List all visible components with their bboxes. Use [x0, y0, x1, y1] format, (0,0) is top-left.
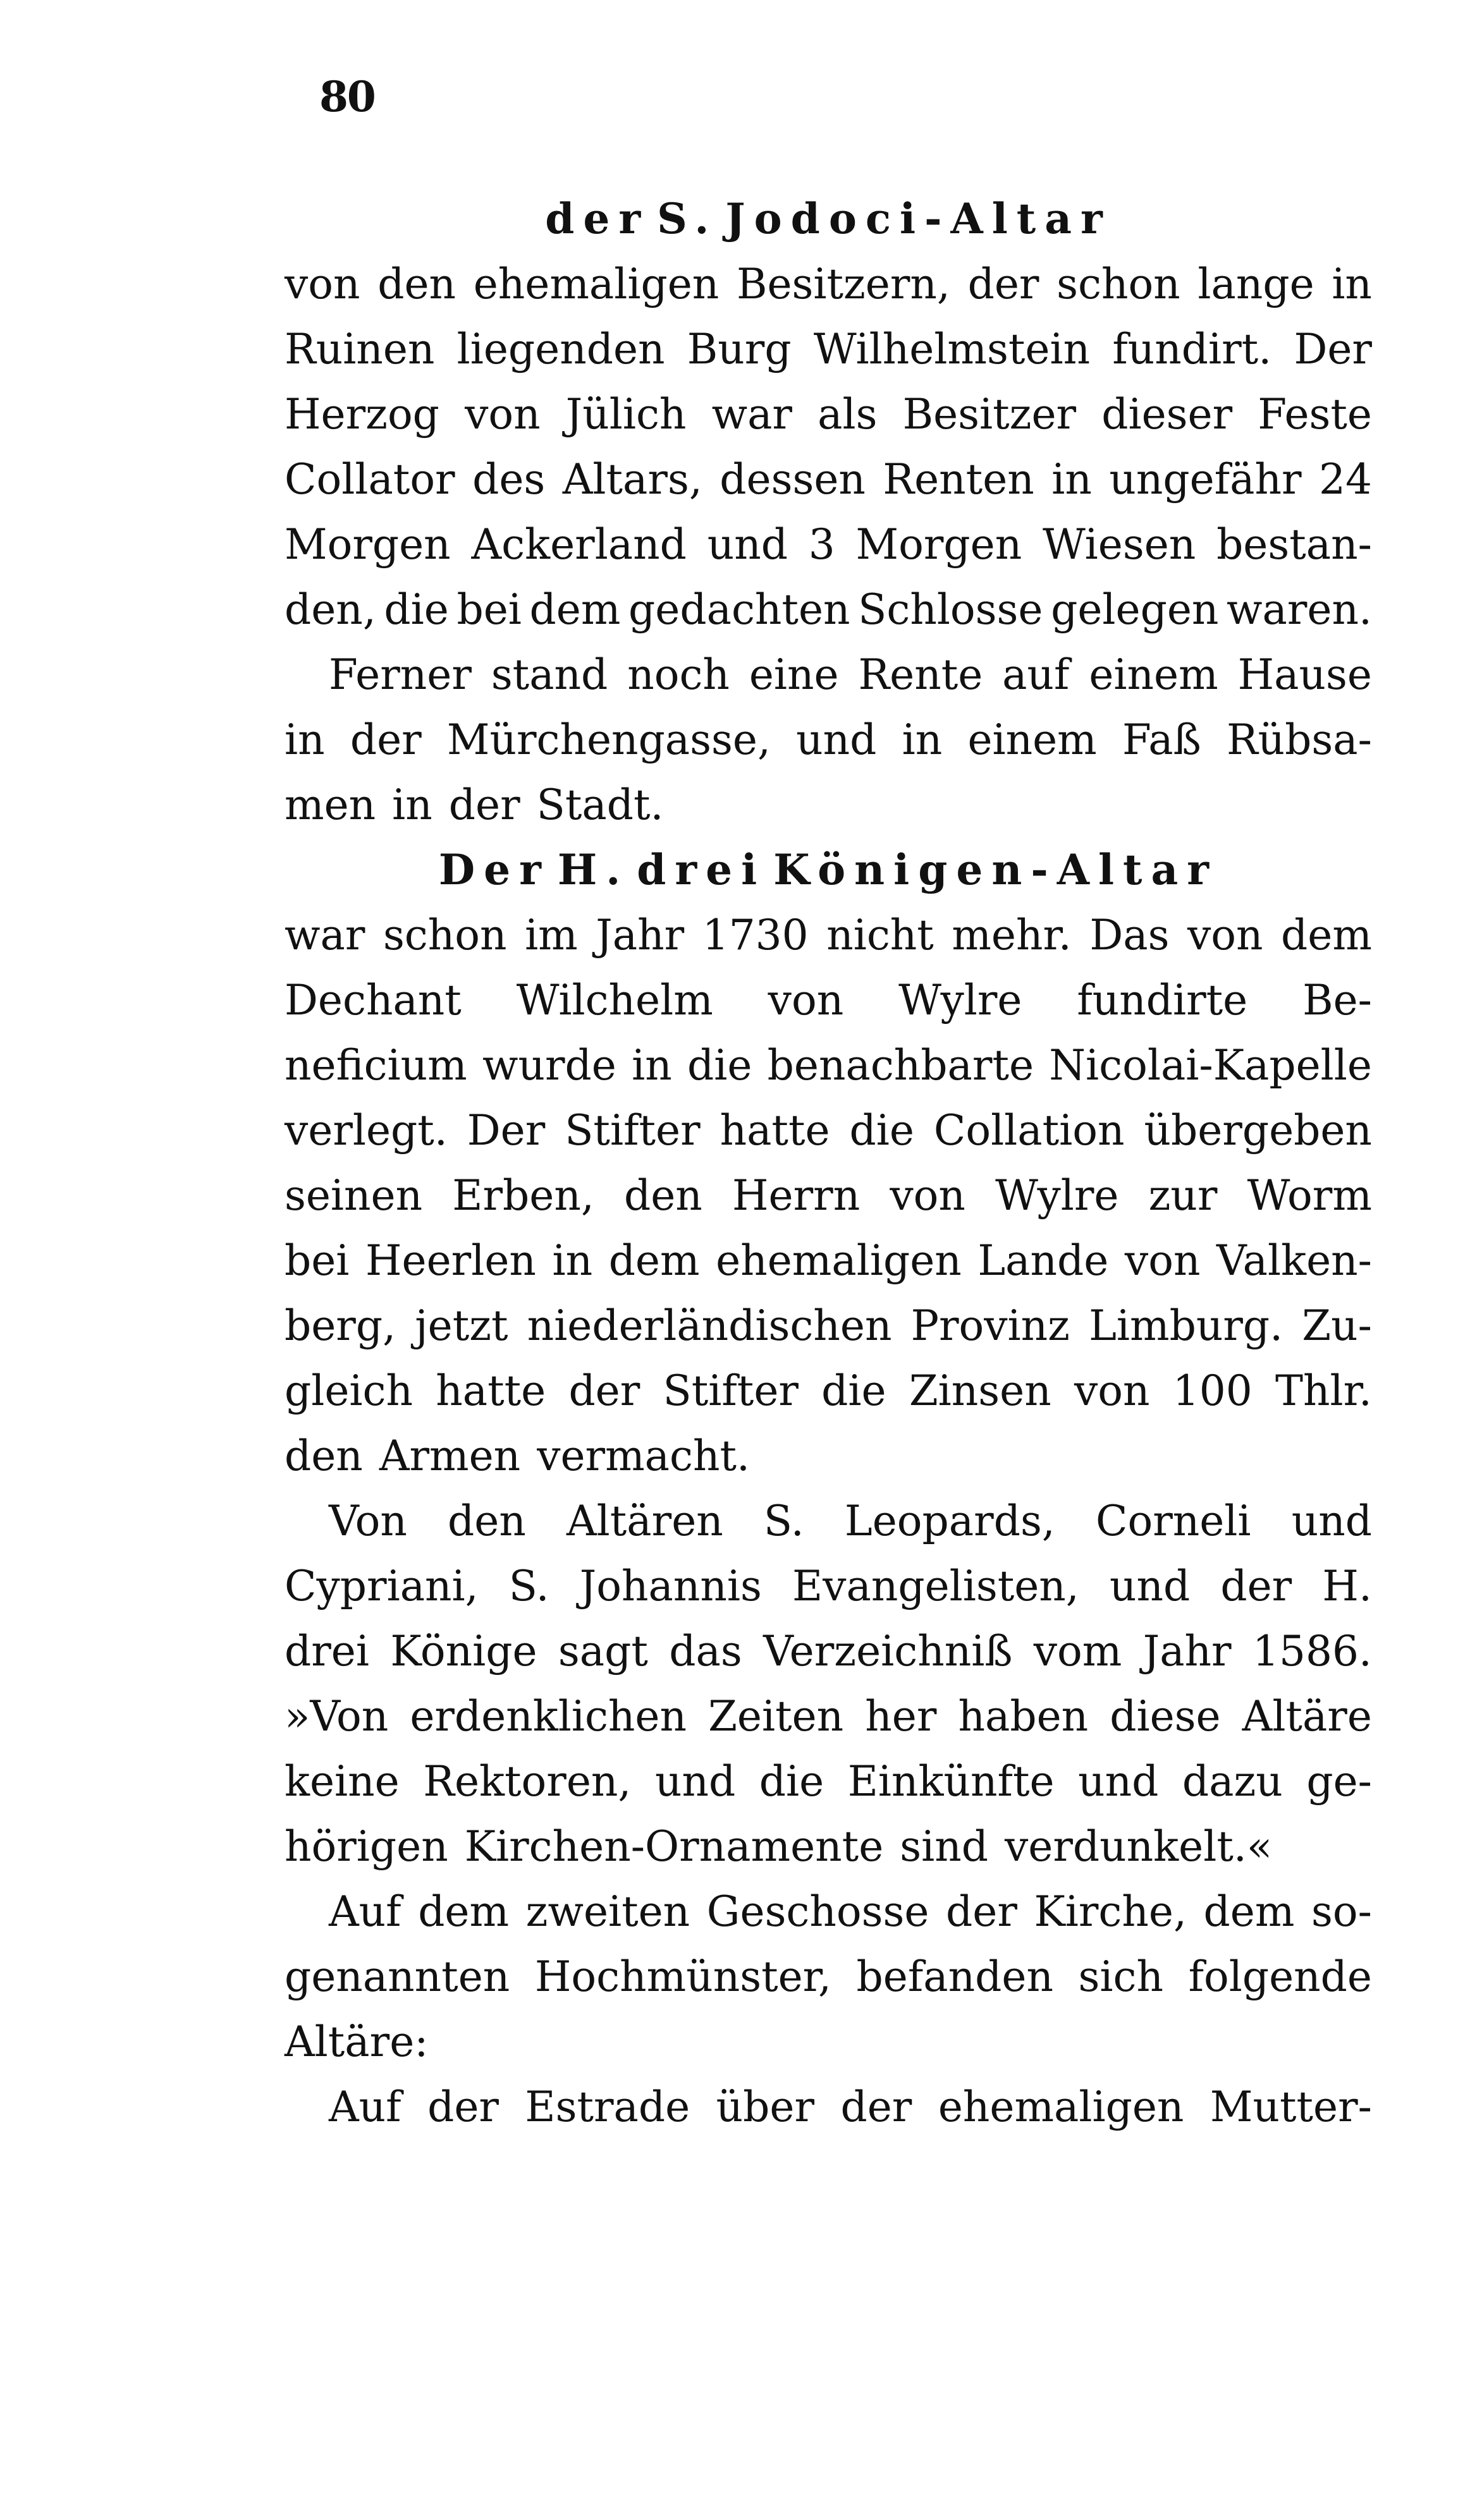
text-line	[285, 707, 1372, 772]
word: drei	[285, 1627, 369, 1676]
word: Jahr	[1142, 1627, 1232, 1676]
word: sind	[900, 1822, 988, 1871]
word: Verzeichniß	[763, 1627, 1013, 1676]
word: in	[902, 715, 943, 764]
word: verlegt.	[285, 1106, 448, 1155]
word: dem	[1281, 911, 1372, 959]
word: vom	[1033, 1627, 1122, 1676]
word: im	[525, 911, 578, 959]
word: Collator	[285, 455, 455, 504]
word: Heerlen	[365, 1236, 536, 1285]
word: von	[1074, 1367, 1150, 1415]
word: seinen	[285, 1171, 423, 1220]
word: Auf	[329, 2083, 401, 2131]
word: Das	[1089, 911, 1170, 959]
word: war	[285, 911, 365, 959]
text-line	[285, 1293, 1372, 1358]
word: gedachten	[628, 585, 850, 634]
word: Leopards,	[844, 1497, 1055, 1545]
word: H.	[1322, 1562, 1372, 1610]
word: der	[840, 2083, 912, 2131]
word: von	[1124, 1236, 1201, 1285]
text-line	[285, 2074, 1372, 2140]
word: nicht	[826, 911, 934, 959]
text-line	[285, 1423, 1372, 1488]
word: Der	[467, 1106, 546, 1155]
word: hörigen	[285, 1822, 448, 1871]
word: die	[849, 1106, 914, 1155]
text-line	[285, 772, 1372, 837]
word: der	[448, 781, 520, 829]
word: der	[568, 1367, 640, 1415]
word: bestan-	[1216, 520, 1372, 569]
word: dieser	[1101, 390, 1233, 439]
word: Einkünfte	[847, 1757, 1055, 1806]
word: mehr.	[952, 911, 1072, 959]
word: ehemaligen	[716, 1236, 962, 1285]
word: den	[623, 1171, 702, 1220]
word: dessen	[720, 455, 866, 504]
word: Johannis	[579, 1562, 762, 1610]
word: von	[1187, 911, 1263, 959]
word: und	[1078, 1757, 1159, 1806]
word: der	[545, 194, 650, 243]
word: so-	[1311, 1887, 1372, 1936]
word: einem	[1089, 650, 1218, 699]
word: neficium	[285, 1041, 467, 1090]
section-heading	[285, 837, 1372, 903]
word: her	[865, 1692, 937, 1741]
word: S.	[657, 194, 718, 243]
word: S.	[763, 1497, 804, 1545]
word: ungefähr	[1109, 455, 1302, 504]
word: bei	[285, 1236, 350, 1285]
word: dem	[418, 1887, 510, 1936]
word: Estrade	[525, 2083, 690, 2131]
word: Altäre	[1242, 1692, 1372, 1741]
word: bei	[456, 585, 522, 634]
word: Burg	[687, 325, 792, 374]
word: dem	[529, 585, 621, 634]
word: und	[1109, 1562, 1191, 1610]
word: das	[669, 1627, 742, 1676]
word: Hause	[1237, 650, 1372, 699]
word: 1730	[702, 911, 809, 959]
word: Besitzern,	[736, 260, 950, 308]
word: Lande	[977, 1236, 1109, 1285]
word: Ferner	[329, 650, 472, 699]
word: dem	[608, 1236, 700, 1285]
word: Ackerland	[471, 520, 687, 569]
text-line	[285, 1879, 1372, 1944]
word: ge-	[1306, 1757, 1372, 1806]
word: den	[448, 1497, 526, 1545]
text-line	[285, 252, 1372, 317]
word: genannten	[285, 1952, 510, 2001]
word: Zeiten	[708, 1692, 844, 1741]
word: von	[768, 976, 844, 1025]
text-line	[285, 1749, 1372, 1814]
word: der	[427, 2083, 499, 2131]
section-heading	[285, 186, 1372, 252]
word: die	[384, 585, 449, 634]
word: hatte	[720, 1106, 830, 1155]
word: Stifter	[565, 1106, 701, 1155]
word: diese	[1110, 1692, 1221, 1741]
word: Besitzer	[902, 390, 1077, 439]
word: der	[946, 1887, 1017, 1936]
word: die	[821, 1367, 886, 1415]
word: einem	[967, 715, 1097, 764]
word: des	[472, 455, 546, 504]
word: die	[759, 1757, 824, 1806]
word: der	[1220, 1562, 1292, 1610]
text-line	[285, 1944, 1372, 2009]
word: Faß	[1122, 715, 1201, 764]
word: 3	[808, 520, 835, 569]
word: Mürchengasse,	[446, 715, 771, 764]
word: in	[392, 781, 432, 829]
word: fundirte	[1077, 976, 1248, 1025]
word: waren.	[1227, 585, 1372, 634]
word: Von	[329, 1497, 407, 1545]
word: und	[1291, 1497, 1372, 1545]
word: dem	[1203, 1887, 1295, 1936]
word: H.	[557, 845, 630, 894]
word: Limburg.	[1089, 1301, 1283, 1350]
text-line	[285, 1684, 1372, 1749]
word: schon	[1057, 260, 1180, 308]
text-line	[285, 317, 1372, 382]
text-line	[285, 642, 1372, 707]
word: der	[350, 715, 422, 764]
word: dazu	[1182, 1757, 1283, 1806]
word: Renten	[883, 455, 1034, 504]
text-line	[285, 1488, 1372, 1554]
word: Kirchen-Ornamente	[464, 1822, 884, 1871]
text-line	[285, 577, 1372, 642]
word: benachbarte	[767, 1041, 1034, 1090]
word: folgende	[1188, 1952, 1372, 2001]
word: berg,	[285, 1301, 396, 1350]
word: in	[285, 715, 325, 764]
text-line	[285, 512, 1372, 577]
word: Wylre	[898, 976, 1022, 1025]
word: von	[465, 390, 541, 439]
word: von	[890, 1171, 965, 1220]
word: noch	[627, 650, 730, 699]
word: keine	[285, 1757, 400, 1806]
word: Provinz	[910, 1301, 1070, 1350]
word: Jodoci-Altar	[725, 194, 1112, 243]
word: gleich	[285, 1367, 413, 1415]
word: Der	[438, 845, 550, 894]
word: niederländischen	[527, 1301, 892, 1350]
word: Hochmünster,	[534, 1952, 831, 2001]
word: Mutter-	[1210, 2083, 1372, 2131]
word: liegenden	[456, 325, 665, 374]
word: Wiesen	[1043, 520, 1196, 569]
word: auf	[1002, 650, 1070, 699]
word: zur	[1148, 1171, 1218, 1220]
word: sagt	[558, 1627, 648, 1676]
word: ehemaligen	[473, 260, 720, 308]
body-text	[285, 186, 1372, 2140]
word: Rektoren,	[423, 1757, 632, 1806]
text-line	[285, 447, 1372, 512]
word: befanden	[856, 1952, 1053, 2001]
word: schon	[383, 911, 507, 959]
text-line	[285, 1228, 1372, 1293]
word: Zinsen	[909, 1367, 1051, 1415]
word: »Von	[285, 1692, 389, 1741]
word: über	[716, 2083, 815, 2131]
word: übergeben	[1144, 1106, 1372, 1155]
word: Herrn	[732, 1171, 861, 1220]
word: Schlosse	[858, 585, 1043, 634]
word: den,	[285, 585, 376, 634]
word: in	[632, 1041, 672, 1090]
text-line	[285, 1033, 1372, 1098]
word: verdunkelt.«	[1005, 1822, 1273, 1871]
word: der	[967, 260, 1039, 308]
word: den	[377, 260, 456, 308]
text-line	[285, 1554, 1372, 1619]
text-line	[285, 1163, 1372, 1228]
word: jetzt	[415, 1301, 508, 1350]
word: stand	[491, 650, 608, 699]
text-line	[285, 903, 1372, 968]
word: die	[687, 1041, 752, 1090]
word: Cypriani,	[285, 1562, 479, 1610]
word: Wilhelmstein	[813, 325, 1091, 374]
word: ehemaligen	[938, 2083, 1184, 2131]
word: den	[285, 1432, 363, 1480]
text-line	[285, 1358, 1372, 1423]
word: Herzog	[285, 390, 439, 439]
word: Armen	[379, 1432, 521, 1480]
word: war	[711, 390, 792, 439]
word: Rübsa-	[1226, 715, 1372, 764]
word: Königen-Altar	[773, 845, 1218, 894]
word: haben	[958, 1692, 1089, 1741]
word: in	[552, 1236, 593, 1285]
word: lange	[1197, 260, 1314, 308]
word: Feste	[1258, 390, 1372, 439]
text-line	[285, 1814, 1372, 1879]
word: Zu-	[1302, 1301, 1372, 1350]
word: Morgen	[855, 520, 1022, 569]
word: S.	[508, 1562, 549, 1610]
word: erdenklichen	[410, 1692, 687, 1741]
word: in	[1051, 455, 1092, 504]
word: Nicolai-Kapelle	[1049, 1041, 1372, 1090]
page-number: 80	[319, 72, 375, 121]
word: Morgen	[285, 520, 451, 569]
word: vermacht.	[537, 1432, 750, 1480]
word: und	[654, 1757, 736, 1806]
word: Jülich	[565, 390, 687, 439]
word: sich	[1078, 1952, 1163, 2001]
word: 100	[1172, 1367, 1253, 1415]
word: zweiten	[525, 1887, 690, 1936]
word: in	[1332, 260, 1372, 308]
word: Jahr	[596, 911, 685, 959]
word: Valken-	[1216, 1236, 1372, 1285]
word: fundirt.	[1112, 325, 1272, 374]
word: Stadt.	[536, 781, 664, 829]
word: Auf	[329, 1887, 401, 1936]
word: und	[796, 715, 877, 764]
word: Geschosse	[706, 1887, 929, 1936]
word: als	[818, 390, 878, 439]
word: eine	[749, 650, 839, 699]
text-line	[285, 1098, 1372, 1163]
word: Altars,	[562, 455, 702, 504]
word: Ruinen	[285, 325, 435, 374]
word: Altären	[567, 1497, 723, 1545]
word: Worm	[1247, 1171, 1372, 1220]
word: Corneli	[1095, 1497, 1251, 1545]
text-line	[285, 382, 1372, 447]
word: Wylre	[995, 1171, 1119, 1220]
word: drei	[637, 845, 766, 894]
word: hatte	[436, 1367, 546, 1415]
word: Wilchelm	[516, 976, 713, 1025]
text-line	[285, 968, 1372, 1033]
word: wurde	[482, 1041, 616, 1090]
word: Erben,	[452, 1171, 594, 1220]
word: Stifter	[663, 1367, 799, 1415]
word: Collation	[933, 1106, 1125, 1155]
word: Der	[1294, 325, 1372, 374]
word: Evangelisten,	[792, 1562, 1079, 1610]
word: Kirche,	[1034, 1887, 1187, 1936]
word: Be-	[1302, 976, 1372, 1025]
word: 1586.	[1252, 1627, 1372, 1676]
word: Rente	[858, 650, 983, 699]
word: Altäre:	[285, 2018, 429, 2066]
word: Dechant	[285, 976, 462, 1025]
word: von	[285, 260, 360, 308]
word: Könige	[390, 1627, 537, 1676]
word: Thlr.	[1275, 1367, 1372, 1415]
word: und	[707, 520, 788, 569]
word: 24	[1319, 455, 1372, 504]
text-line	[285, 2009, 1372, 2074]
word: men	[285, 781, 376, 829]
word: gelegen	[1051, 585, 1219, 634]
text-line	[285, 1619, 1372, 1684]
